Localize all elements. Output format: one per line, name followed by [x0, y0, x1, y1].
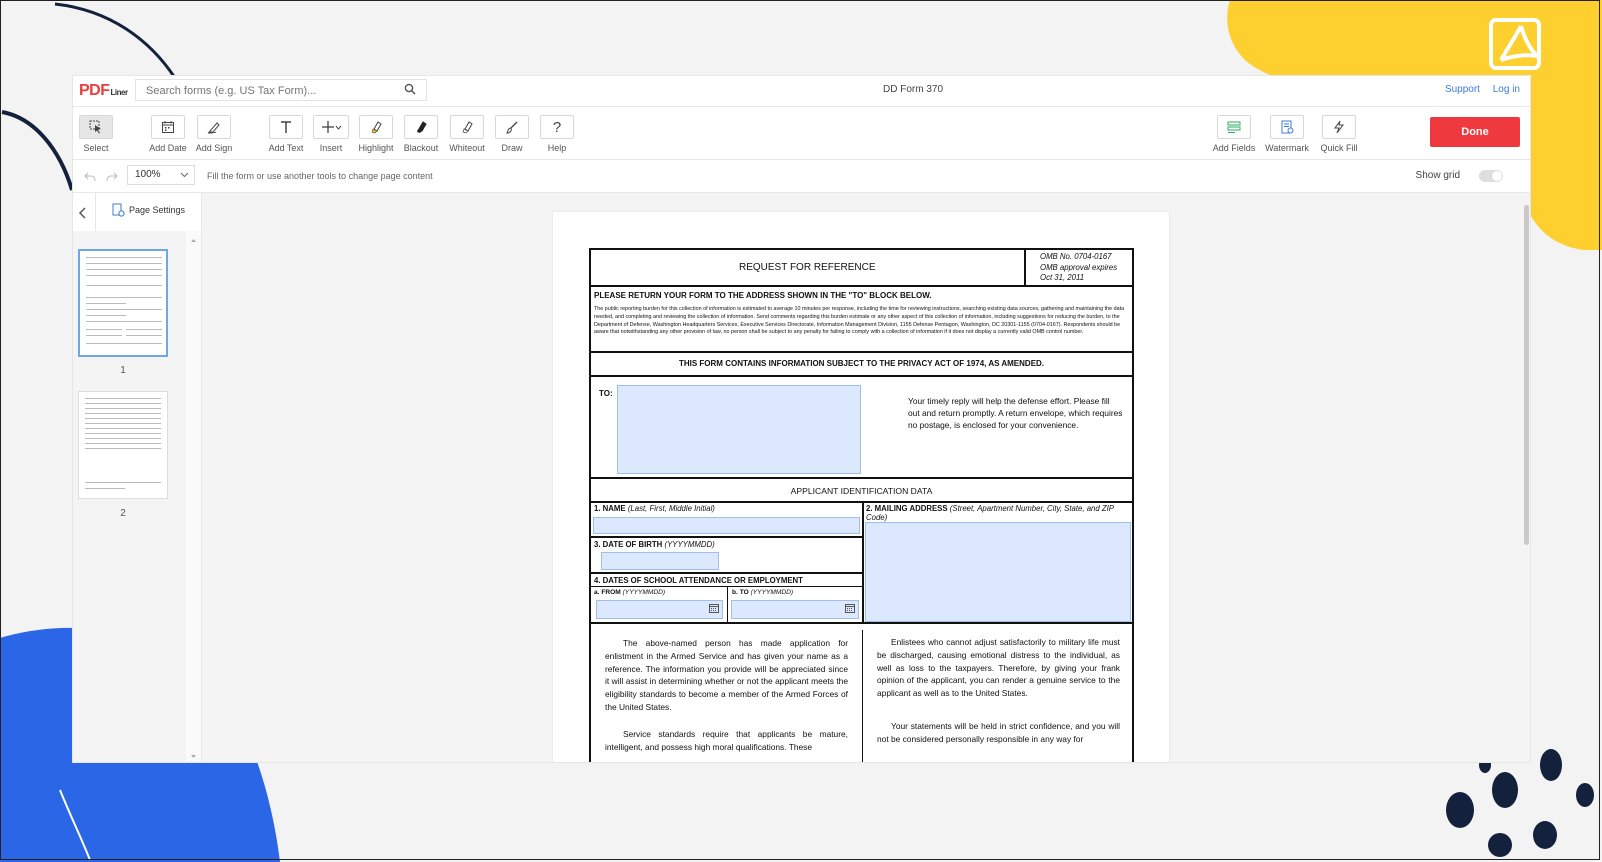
scroll-up-icon — [186, 235, 201, 245]
help-button[interactable] — [534, 115, 580, 153]
to-date-hint: (YYYYMMDD) — [750, 589, 794, 596]
return-notice: PLEASE RETURN YOUR FORM TO THE ADDRESS SHOWN IN THE "TO" BLOCK BELOW. — [594, 291, 932, 300]
document-page-1 — [553, 212, 1169, 762]
from-label: a. FROM — [594, 589, 621, 596]
search-icon[interactable] — [404, 83, 416, 95]
top-header — [73, 76, 1530, 107]
mailing-address-field[interactable] — [865, 522, 1131, 622]
whiteout-marker-icon — [460, 120, 474, 134]
page-thumbnail-2[interactable] — [78, 391, 168, 499]
select-label: Select — [83, 143, 109, 153]
insert-button[interactable] — [308, 115, 354, 153]
scroll-down-icon — [186, 752, 201, 762]
fields-icon — [1227, 120, 1241, 134]
blackout-button[interactable] — [398, 115, 444, 153]
plus-icon — [321, 120, 335, 134]
privacy-act-notice: THIS FORM CONTAINS INFORMATION SUBJECT TO THE PRIVACY ACT OF 1974, AS AMENDED. — [678, 359, 1045, 368]
calendar-icon[interactable] — [845, 604, 855, 613]
canvas-scrollbar[interactable] — [1522, 205, 1530, 545]
quick-fill-button[interactable] — [1316, 115, 1362, 153]
question-mark-icon: ? — [540, 115, 574, 139]
reply-note: Your timely reply will help the defense effort. Please fill out and return promptly. A return envelope, which requires no postage, is enclosed for your convenience. — [908, 396, 1123, 431]
add-text-label: Add Text — [268, 143, 304, 153]
right-paragraph-1: Enlistees who cannot adjust satisfactorily to military life must be discharged, causing emotional distress to the individual, as well as loss to the taxpayers. Therefore, by giving your frank opinion of the applicant, you can render a genuine service to the applicant as well as to the United States. — [877, 637, 1120, 699]
calendar-icon[interactable] — [709, 604, 719, 613]
page-thumbnail-1[interactable] — [78, 249, 168, 357]
blackout-marker-icon — [414, 120, 428, 134]
add-date-button[interactable] — [145, 115, 191, 153]
pdf-editor-window — [73, 76, 1530, 762]
watermark-label: Watermark — [1265, 143, 1309, 153]
search-input[interactable] — [144, 81, 398, 101]
view-options-bar — [73, 160, 1530, 193]
mailing-address-hint: (Street, Apartment Number, City, State, and ZIP Code) — [866, 504, 1114, 522]
select-tool-button[interactable] — [73, 115, 119, 153]
thumbnail-scrollbar[interactable] — [186, 231, 201, 762]
calendar-icon — [161, 120, 175, 134]
add-sign-button[interactable] — [191, 115, 237, 153]
undo-button[interactable] — [81, 167, 99, 185]
support-link[interactable]: Support — [1444, 84, 1480, 95]
from-hint: (YYYYMMDD) — [622, 589, 666, 596]
page-settings-button[interactable]: Page Settings — [111, 203, 185, 217]
add-fields-button[interactable] — [1211, 115, 1257, 153]
whiteout-button[interactable] — [444, 115, 490, 153]
done-button[interactable]: Done — [1430, 117, 1520, 147]
document-canvas — [202, 193, 1530, 762]
omb-number: OMB No. 0704-0167 — [1040, 252, 1112, 261]
highlighter-icon — [369, 120, 383, 134]
add-date-label: Add Date — [149, 143, 187, 153]
collapse-sidebar-chevron-icon[interactable] — [75, 205, 91, 221]
lightning-icon — [1332, 120, 1346, 134]
login-link[interactable]: Log in — [1492, 84, 1520, 95]
redo-icon — [106, 170, 118, 182]
chevron-down-icon — [180, 170, 189, 179]
quick-fill-label: Quick Fill — [1320, 143, 1358, 153]
omb-expires-label: OMB approval expires — [1040, 263, 1118, 272]
to-label: TO: — [599, 389, 613, 398]
left-paragraph-1: The above-named person has made application for enlistment in the Armed Service and has given your name as a reference. The information you provide will be appreciated since it will assist in determining whether or not the applicant meets the eligibility standards to become a member of the Armed Forces of the United States. — [605, 638, 848, 712]
date-of-birth-field[interactable] — [601, 552, 719, 570]
draw-button[interactable] — [489, 115, 535, 153]
watermark-doc-icon — [1280, 120, 1294, 134]
cursor-icon — [89, 120, 103, 134]
brush-icon — [505, 120, 519, 134]
to-date-field[interactable] — [731, 600, 859, 619]
name-field[interactable] — [593, 517, 860, 534]
highlight-label: Highlight — [358, 143, 394, 153]
logo-watermark-icon — [1487, 16, 1543, 72]
signature-pen-icon — [207, 120, 221, 134]
burden-statement: The public reporting burden for this collection of information is estimated to average 10 minutes per response, including the time for reviewing instructions, searching existing data sources, gathering and maintaining the data needed, and completing and reviewing the collection of information. Send comments regarding this burden estimate or any other aspect of this collection of information, including suggestions for reducing the burden, to the Department of Defense, Washington Headquarters Services, Executive Services Directorate, Information Management Division, 1155 Defense Pentagon, Washington, DC 20301-1155 (0704-0167). Respondents should be aware that notwithstanding any other provision of law, no person shall be subject to any penalty for failing to comply with a collection of information if it does not display a currently valid OMB control number. — [594, 306, 1125, 336]
dd-form-370 — [589, 248, 1134, 762]
applicant-data-header: APPLICANT IDENTIFICATION DATA — [790, 486, 933, 496]
to-date-label: b. TO — [732, 589, 749, 596]
right-paragraph-2: Your statements will be held in strict confidence, and you will not be considered personally responsible in any way for — [877, 721, 1120, 744]
toolbar-hint: Fill the form or use another tools to change page content — [207, 171, 433, 181]
insert-label: Insert — [319, 143, 343, 153]
mailing-address-label: 2. MAILING ADDRESS — [866, 504, 948, 513]
highlight-button[interactable] — [353, 115, 399, 153]
thumbnail-list — [73, 231, 186, 762]
undo-icon — [84, 170, 96, 182]
dob-hint: (YYYYMMDD) — [664, 540, 715, 549]
to-address-field[interactable] — [617, 385, 861, 474]
left-paragraph-2: Service standards require that applicants be mature, intelligent, and possess high moral qualifications. These — [605, 729, 848, 752]
show-grid-label: Show grid — [1415, 170, 1460, 181]
help-label: Help — [547, 143, 567, 153]
text-t-icon — [279, 120, 293, 134]
from-date-field[interactable] — [596, 600, 723, 619]
page-thumbnails-sidebar — [73, 193, 202, 762]
add-sign-label: Add Sign — [195, 143, 233, 153]
document-title: DD Form 370 — [883, 84, 944, 95]
show-grid-toggle[interactable] — [1479, 170, 1503, 182]
zoom-select[interactable]: 100% — [127, 165, 195, 185]
dates-attendance-label: 4. DATES OF SCHOOL ATTENDANCE OR EMPLOYMENT — [594, 576, 803, 585]
omb-expiration-date: Oct 31, 2011 — [1040, 273, 1085, 282]
search-box[interactable] — [135, 79, 427, 101]
name-hint: (Last, First, Middle Initial) — [627, 504, 715, 513]
dob-label: 3. DATE OF BIRTH — [594, 540, 663, 549]
add-text-button[interactable] — [263, 115, 309, 153]
draw-label: Draw — [501, 143, 523, 153]
watermark-button[interactable] — [1264, 115, 1310, 153]
editing-toolbar — [73, 107, 1530, 160]
chevron-down-icon — [335, 124, 342, 131]
blackout-label: Blackout — [403, 143, 439, 153]
page-number-1: 1 — [120, 365, 126, 376]
pdfliner-logo[interactable]: PDFLiner — [79, 82, 128, 99]
page-settings-icon — [111, 203, 125, 217]
redo-button[interactable] — [103, 167, 121, 185]
add-fields-label: Add Fields — [1212, 143, 1256, 153]
page-number-2: 2 — [120, 508, 126, 519]
whiteout-label: Whiteout — [449, 143, 485, 153]
name-label: 1. NAME — [594, 504, 626, 513]
form-title: REQUEST FOR REFERENCE — [739, 262, 876, 273]
